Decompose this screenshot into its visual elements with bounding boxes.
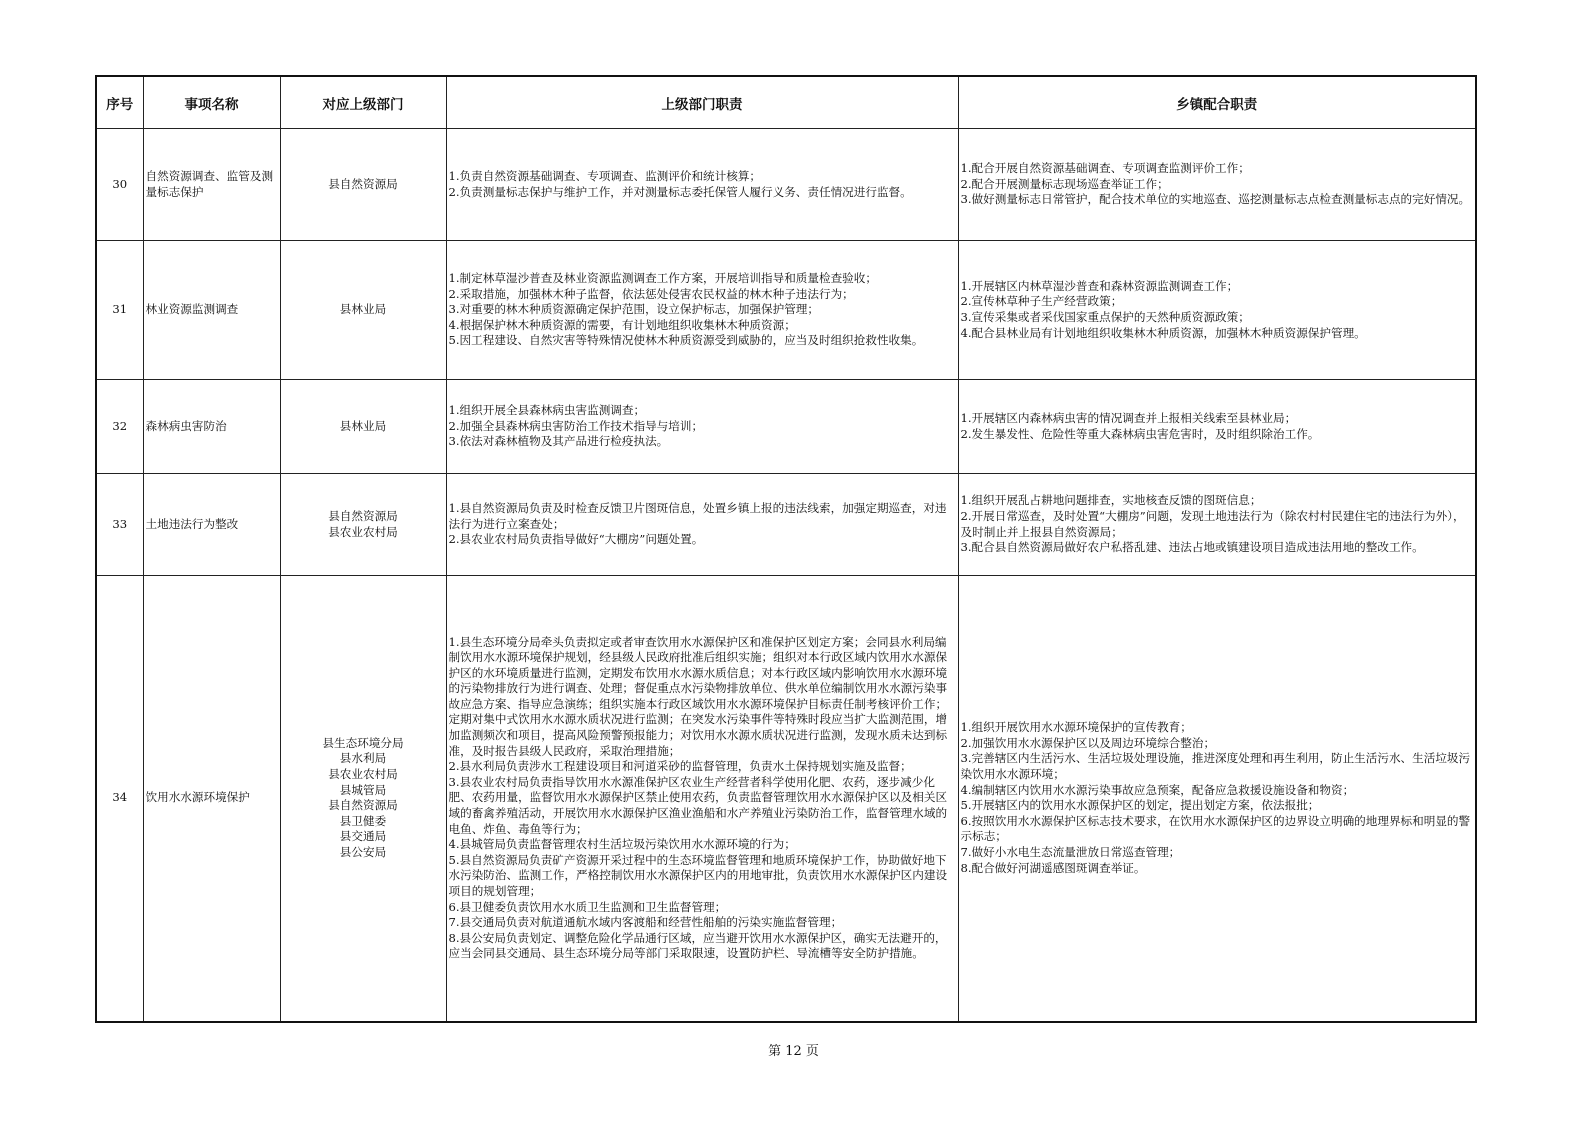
upper-duty-item: 2.加强全县森林病虫害防治工作技术指导与培训； [448, 418, 704, 433]
town-duties-cell [958, 241, 1476, 380]
town-duty-item: 1.组织开展乱占耕地问题排查，实地核查反馈的图斑信息； [960, 493, 1262, 508]
town-duties-cell [958, 380, 1476, 474]
dept-name: 县林业局 [339, 302, 387, 317]
upper-dept-cell [280, 474, 446, 576]
upper-duty-item: 5.因工程建设、自然灾害等特殊情况使林木种质资源受到威胁的，应当及时组织抢救性收集。 [448, 333, 924, 348]
dept-name: 县公安局 [339, 845, 387, 860]
dept-name: 县卫健委 [339, 813, 387, 828]
upper-duty-item: 1.制定林草湿沙普查及林业资源监测调查工作方案，开展培训指导和质量检查验收； [448, 271, 877, 286]
upper-dept-cell [280, 576, 446, 1022]
upper-duty-item: 2.采取措施，加强林木种子监督，依法惩处侵害农民权益的林木种子违法行为； [448, 286, 854, 301]
town-duty-item: 1.配合开展自然资源基础调查、专项调查监测评价工作； [960, 161, 1250, 176]
town-duties-cell [958, 129, 1476, 241]
upper-duty-item: 7.县交通局负责对航道通航水域内客渡船和经营性船舶的污染实施监督管理； [448, 915, 843, 930]
dept-name: 县城管局 [339, 782, 387, 797]
item-name: 森林病虫害防治 [143, 380, 280, 474]
dept-name: 县农业农村局 [328, 524, 398, 539]
upper-dept-cell [280, 129, 446, 241]
town-duty-item: 1.组织开展饮用水水源环境保护的宣传教育； [960, 720, 1192, 735]
row-number: 34 [96, 576, 143, 1022]
upper-duties-cell [446, 576, 958, 1022]
table-header-row [96, 76, 1476, 129]
table-body [96, 129, 1476, 1022]
town-duties-cell [958, 474, 1476, 576]
row-number: 30 [96, 129, 143, 241]
upper-dept-cell [280, 380, 446, 474]
header-no: 序号 [96, 76, 143, 129]
item-name: 林业资源监测调查 [143, 241, 280, 380]
upper-duty-item: 4.根据保护林木种质资源的需要，有计划地组织收集林木种质资源； [448, 317, 796, 332]
town-duty-item: 2.发生暴发性、危险性等重大森林病虫害危害时，及时组织除治工作。 [960, 426, 1320, 441]
row-number: 31 [96, 241, 143, 380]
dept-name: 县水利局 [339, 751, 387, 766]
row-number: 32 [96, 380, 143, 474]
item-name: 饮用水水源环境保护 [143, 576, 280, 1022]
upper-duty-item: 2.负责测量标志保护与维护工作，并对测量标志委托保管人履行义务、责任情况进行监督。 [448, 184, 912, 199]
dept-name: 县自然资源局 [328, 508, 398, 523]
upper-duty-item: 3.县农业农村局负责指导饮用水水源准保护区农业生产经营者科学使用化肥、农药，逐步减少化肥、农药用量，监督饮用水水源保护区禁止使用农药，负责监督管理饮用水水源保护区以及相关区域的畜禽养殖活动，开展饮用水水源保护区渔业渔船和水产养殖业污染防治工作，监督管理水域的电鱼、炸鱼、毒鱼等行为； [448, 774, 948, 836]
header-item-name: 事项名称 [143, 76, 280, 129]
upper-duty-item: 5.县自然资源局负责矿产资源开采过程中的生态环境监督管理和地质环境保护工作，协助做好地下水污染防治、监测工作，严格控制饮用水水源保护区内的用地审批，负责饮用水水源保护区内建设项目的规划管理； [448, 852, 948, 899]
upper-duty-item: 1.县生态环境分局牵头负责拟定或者审查饮用水水源保护区和准保护区划定方案；会同县水利局编制饮用水水源环境保护规划，经县级人民政府批准后组织实施；组织对本行政区域内饮用水水源保护区的水环境质量进行监测，定期发布饮用水水源水质信息；对本行政区域内影响饮用水水源环境的污染物排放行为进行调查、处理；督促重点水污染物排放单位、供水单位编制饮用水水源污染事故应急方案、指导应急演练；组织实施本行政区域饮用水水源环境保护目标责任制考核评价工作；定期对集中式饮用水水源水质状况进行监测；在突发水污染事件等特殊时段应当扩大监测范围，增加监测频次和项目，提高风险预警预报能力；对饮用水水源水质状况进行监测，发现水质未达到标准，及时报告县级人民政府，采取治理措施； [448, 634, 948, 758]
town-duty-item: 2.宣传林草种子生产经营政策； [960, 294, 1123, 309]
table-row [96, 474, 1476, 576]
item-name: 自然资源调查、监管及测量标志保护 [143, 129, 280, 241]
town-duty-item: 2.加强饮用水水源保护区以及周边环境综合整治； [960, 735, 1216, 750]
page-number: 第 12 页 [768, 1044, 819, 1059]
upper-duty-item: 1.负责自然资源基础调查、专项调查、监测评价和统计核算； [448, 168, 762, 183]
town-duty-item: 4.配合县林业局有计划地组织收集林木种质资源，加强林木种质资源保护管理。 [960, 325, 1366, 340]
town-duty-item: 2.配合开展测量标志现场巡查举证工作； [960, 176, 1169, 191]
header-upper-dept: 对应上级部门 [280, 76, 446, 129]
dept-name: 县自然资源局 [328, 176, 398, 191]
town-duty-item: 1.开展辖区内林草湿沙普查和森林资源监测调查工作； [960, 278, 1239, 293]
table-row [96, 241, 1476, 380]
town-duty-item: 3.宣传采集或者采伐国家重点保护的天然种质资源政策； [960, 310, 1250, 324]
town-duties-cell [958, 576, 1476, 1022]
header-town-duties: 乡镇配合职责 [958, 76, 1476, 129]
upper-duty-item: 8.县公安局负责划定、调整危险化学品通行区域，应当避开饮用水水源保护区，确实无法避开的，应当会同县交通局、县生态环境分局等部门采取限速，设置防护栏、导流槽等安全防护措施。 [448, 930, 947, 961]
upper-duties-cell [446, 241, 958, 380]
dept-name: 县自然资源局 [328, 798, 398, 813]
responsibility-table-container [95, 75, 1475, 1023]
table-row [96, 129, 1476, 241]
upper-duty-item: 2.县水利局负责涉水工程建设项目和河道采砂的监督管理，负责水土保持规划实施及监督； [448, 759, 912, 774]
town-duty-item: 6.按照饮用水水源保护区标志技术要求，在饮用水水源保护区的边界设立明确的地理界标和明显的警示标志； [960, 813, 1471, 844]
upper-duty-item: 2.县农业农村局负责指导做好“大棚房”问题处置。 [448, 532, 704, 547]
town-duty-item: 3.配合县自然资源局做好农户私搭乱建、违法占地或镇建设项目造成违法用地的整改工作。 [960, 540, 1424, 555]
town-duty-item: 4.编制辖区内饮用水水源污染事故应急预案，配备应急救援设施设备和物资； [960, 782, 1355, 797]
upper-duties-cell [446, 129, 958, 241]
town-duty-item: 7.做好小水电生态流量泄放日常巡查管理； [960, 845, 1181, 860]
upper-duty-item: 3.依法对森林植物及其产品进行检疫执法。 [448, 434, 669, 449]
town-duty-item: 5.开展辖区内的饮用水水源保护区的划定，提出划定方案，依法报批； [960, 798, 1320, 813]
town-duty-item: 2.开展日常巡查，及时处置“大棚房”问题，发现土地违法行为（除农村村民建住宅的违法行为外），及时制止并上报县自然资源局； [960, 508, 1465, 539]
upper-duty-item: 6.县卫健委负责饮用水水质卫生监测和卫生监督管理； [448, 899, 727, 914]
upper-duties-cell [446, 380, 958, 474]
dept-name: 县农业农村局 [328, 767, 398, 782]
dept-name: 县交通局 [339, 829, 387, 844]
dept-name: 县林业局 [339, 418, 387, 433]
row-number: 33 [96, 474, 143, 576]
town-duty-item: 3.做好测量标志日常管护，配合技术单位的实地巡查、巡挖测量标志点检查测量标志点的完好情况。 [960, 192, 1471, 207]
town-duty-item: 8.配合做好河湖遥感图斑调查举证。 [960, 860, 1146, 875]
responsibility-table [95, 75, 1477, 1023]
dept-name: 县生态环境分局 [322, 735, 404, 750]
upper-dept-cell [280, 241, 446, 380]
upper-duties-cell [446, 474, 958, 576]
town-duty-item: 1.开展辖区内森林病虫害的情况调查并上报相关线索至县林业局； [960, 410, 1297, 425]
item-name: 土地违法行为整改 [143, 474, 280, 576]
upper-duty-item: 3.对重要的林木种质资源确定保护范围，设立保护标志，加强保护管理； [448, 302, 819, 317]
upper-duty-item: 1.组织开展全县森林病虫害监测调查； [448, 403, 646, 418]
upper-duty-item: 1.县自然资源局负责及时检查反馈卫片图斑信息，处置乡镇上报的违法线索，加强定期巡查，对违法行为进行立案查处； [448, 501, 947, 531]
town-duty-item: 3.完善辖区内生活污水、生活垃圾处理设施，推进深度处理和再生利用，防止生活污水、生活垃圾污染饮用水水源环境； [960, 751, 1471, 782]
table-row [96, 576, 1476, 1022]
upper-duty-item: 4.县城管局负责监督管理农村生活垃圾污染饮用水水源环境的行为； [448, 837, 796, 852]
header-upper-duties: 上级部门职责 [446, 76, 958, 129]
table-row [96, 380, 1476, 474]
